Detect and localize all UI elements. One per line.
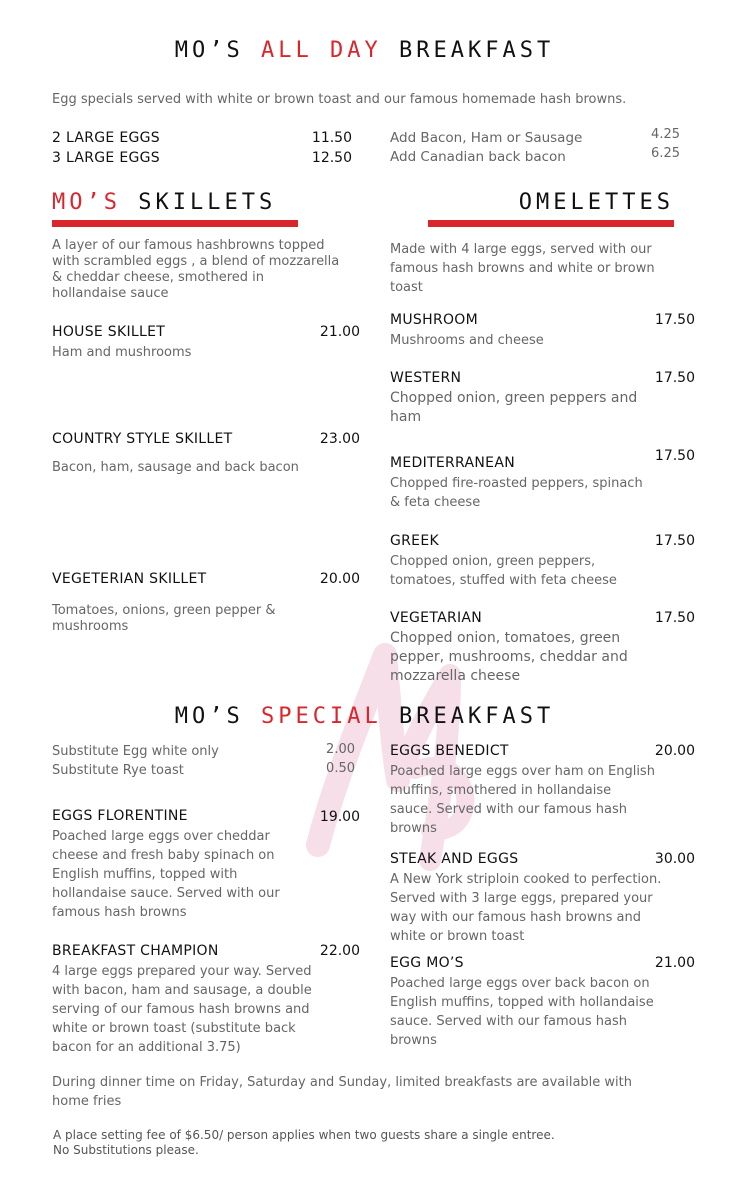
menu-item-name: WESTERN <box>390 370 462 386</box>
omelettes-intro: Made with 4 large eggs, served with our famous hash browns and white or brown toast <box>390 242 655 295</box>
menu-item-price: 23.00 <box>319 431 360 447</box>
menu-item-name: 2 LARGE EGGS <box>52 130 160 146</box>
menu-item-name: MEDITERRANEAN <box>390 455 515 471</box>
menu-item-price: 30.00 <box>654 851 695 867</box>
menu-item-name: COUNTRY STYLE SKILLET <box>52 431 233 447</box>
menu-item-desc: Mushrooms and cheese <box>390 333 544 348</box>
menu-item-name: STEAK AND EGGS <box>390 851 519 867</box>
menu-item-desc: Tomatoes, onions, green pepper & mushrooms <box>52 603 276 634</box>
menu-item-name: GREEK <box>390 533 439 549</box>
menu-item-price: 22.00 <box>319 943 360 959</box>
addon-name: Add Bacon, Ham or Sausage <box>390 130 583 146</box>
skillets-title: MO’S SKILLETS <box>52 190 277 215</box>
skillets-intro: A layer of our famous hashbrowns topped with scrambled eggs , a blend of mozzarella & cheddar cheese, smothered in hollandaise sauce <box>52 238 340 301</box>
menu-item-price: 17.50 <box>654 448 695 464</box>
substitute-price: 2.00 <box>326 742 355 757</box>
menu-item-name: EGGS BENEDICT <box>390 743 509 759</box>
omelettes-divider <box>428 220 674 227</box>
addon-price: 6.25 <box>651 146 680 161</box>
menu-item-name: EGGS FLORENTINE <box>52 808 188 824</box>
substitute-price: 0.50 <box>326 761 355 776</box>
addon-price: 4.25 <box>651 127 680 142</box>
menu-item-desc: Ham and mushrooms <box>52 345 192 360</box>
menu-item-desc: Poached large eggs over ham on English muffins, smothered in hollandaise sauce. Served with our famous hash browns <box>390 764 655 836</box>
special-breakfast-title: MO’S SPECIAL BREAKFAST <box>174 704 555 729</box>
menu-item-price: 21.00 <box>319 324 360 340</box>
omelettes-title: OMELETTES <box>518 190 674 215</box>
substitute-name: Substitute Egg white only <box>52 744 219 759</box>
menu-item-desc: Poached large eggs over back bacon on English muffins, topped with hollandaise sauce. Served with our famous hash browns <box>390 976 654 1048</box>
menu-item-name: BREAKFAST CHAMPION <box>52 943 219 959</box>
menu-item-price: 19.00 <box>319 809 360 825</box>
menu-item-desc: Chopped onion, green peppers and ham <box>390 390 638 425</box>
menu-item-price: 20.00 <box>319 571 360 587</box>
menu-item-price: 20.00 <box>654 743 695 759</box>
menu-item-desc: Chopped onion, tomatoes, green pepper, mushrooms, cheddar and mozzarella cheese <box>390 630 628 684</box>
menu-item-name: 3 LARGE EGGS <box>52 150 160 166</box>
substitute-name: Substitute Rye toast <box>52 763 184 778</box>
menu-item-desc: 4 large eggs prepared your way. Served with bacon, ham and sausage, a double serving of our famous hash browns and white or brown toast (substitute back bacon for an additional 3.75) <box>52 964 312 1055</box>
menu-item-desc: Chopped onion, green peppers, tomatoes, stuffed with feta cheese <box>390 554 617 588</box>
all-day-intro: Egg specials served with white or brown toast and our famous homemade hash browns. <box>52 92 627 107</box>
menu-item-price: 17.50 <box>654 610 695 626</box>
fee-note: A place setting fee of $6.50/ person applies when two guests share a single entree. <box>53 1128 555 1142</box>
menu-item-desc: Bacon, ham, sausage and back bacon <box>52 460 299 475</box>
menu-item-price: 17.50 <box>654 370 695 386</box>
addon-name: Add Canadian back bacon <box>390 149 566 165</box>
all-day-breakfast-title: MO’S ALL DAY BREAKFAST <box>174 38 555 63</box>
menu-item-desc: A New York striploin cooked to perfection. Served with 3 large eggs, prepared your way with our famous hash browns and white or brown toast <box>390 872 662 944</box>
menu-item-price: 21.00 <box>654 955 695 971</box>
skillets-divider <box>52 220 298 227</box>
menu-item-price: 17.50 <box>654 312 695 328</box>
menu-item-desc: Chopped fire-roasted peppers, spinach & feta cheese <box>390 476 643 510</box>
menu-item-name: VEGETARIAN <box>390 610 483 626</box>
menu-item-name: HOUSE SKILLET <box>52 324 166 340</box>
menu-item-price: 12.50 <box>311 150 352 166</box>
no-substitutions-note: No Substitutions please. <box>53 1143 199 1157</box>
menu-item-desc: Poached large eggs over cheddar cheese and fresh baby spinach on English muffins, topped with hollandaise sauce. Served with our famous hash browns <box>52 829 280 920</box>
menu-item-name: MUSHROOM <box>390 312 478 328</box>
menu-item-price: 17.50 <box>654 533 695 549</box>
dinner-note: During dinner time on Friday, Saturday and Sunday, limited breakfasts are available with home fries <box>52 1075 632 1109</box>
menu-item-name: VEGETERIAN SKILLET <box>52 571 207 587</box>
menu-item-name: EGG MO’S <box>390 955 464 971</box>
menu-item-price: 11.50 <box>311 130 352 146</box>
